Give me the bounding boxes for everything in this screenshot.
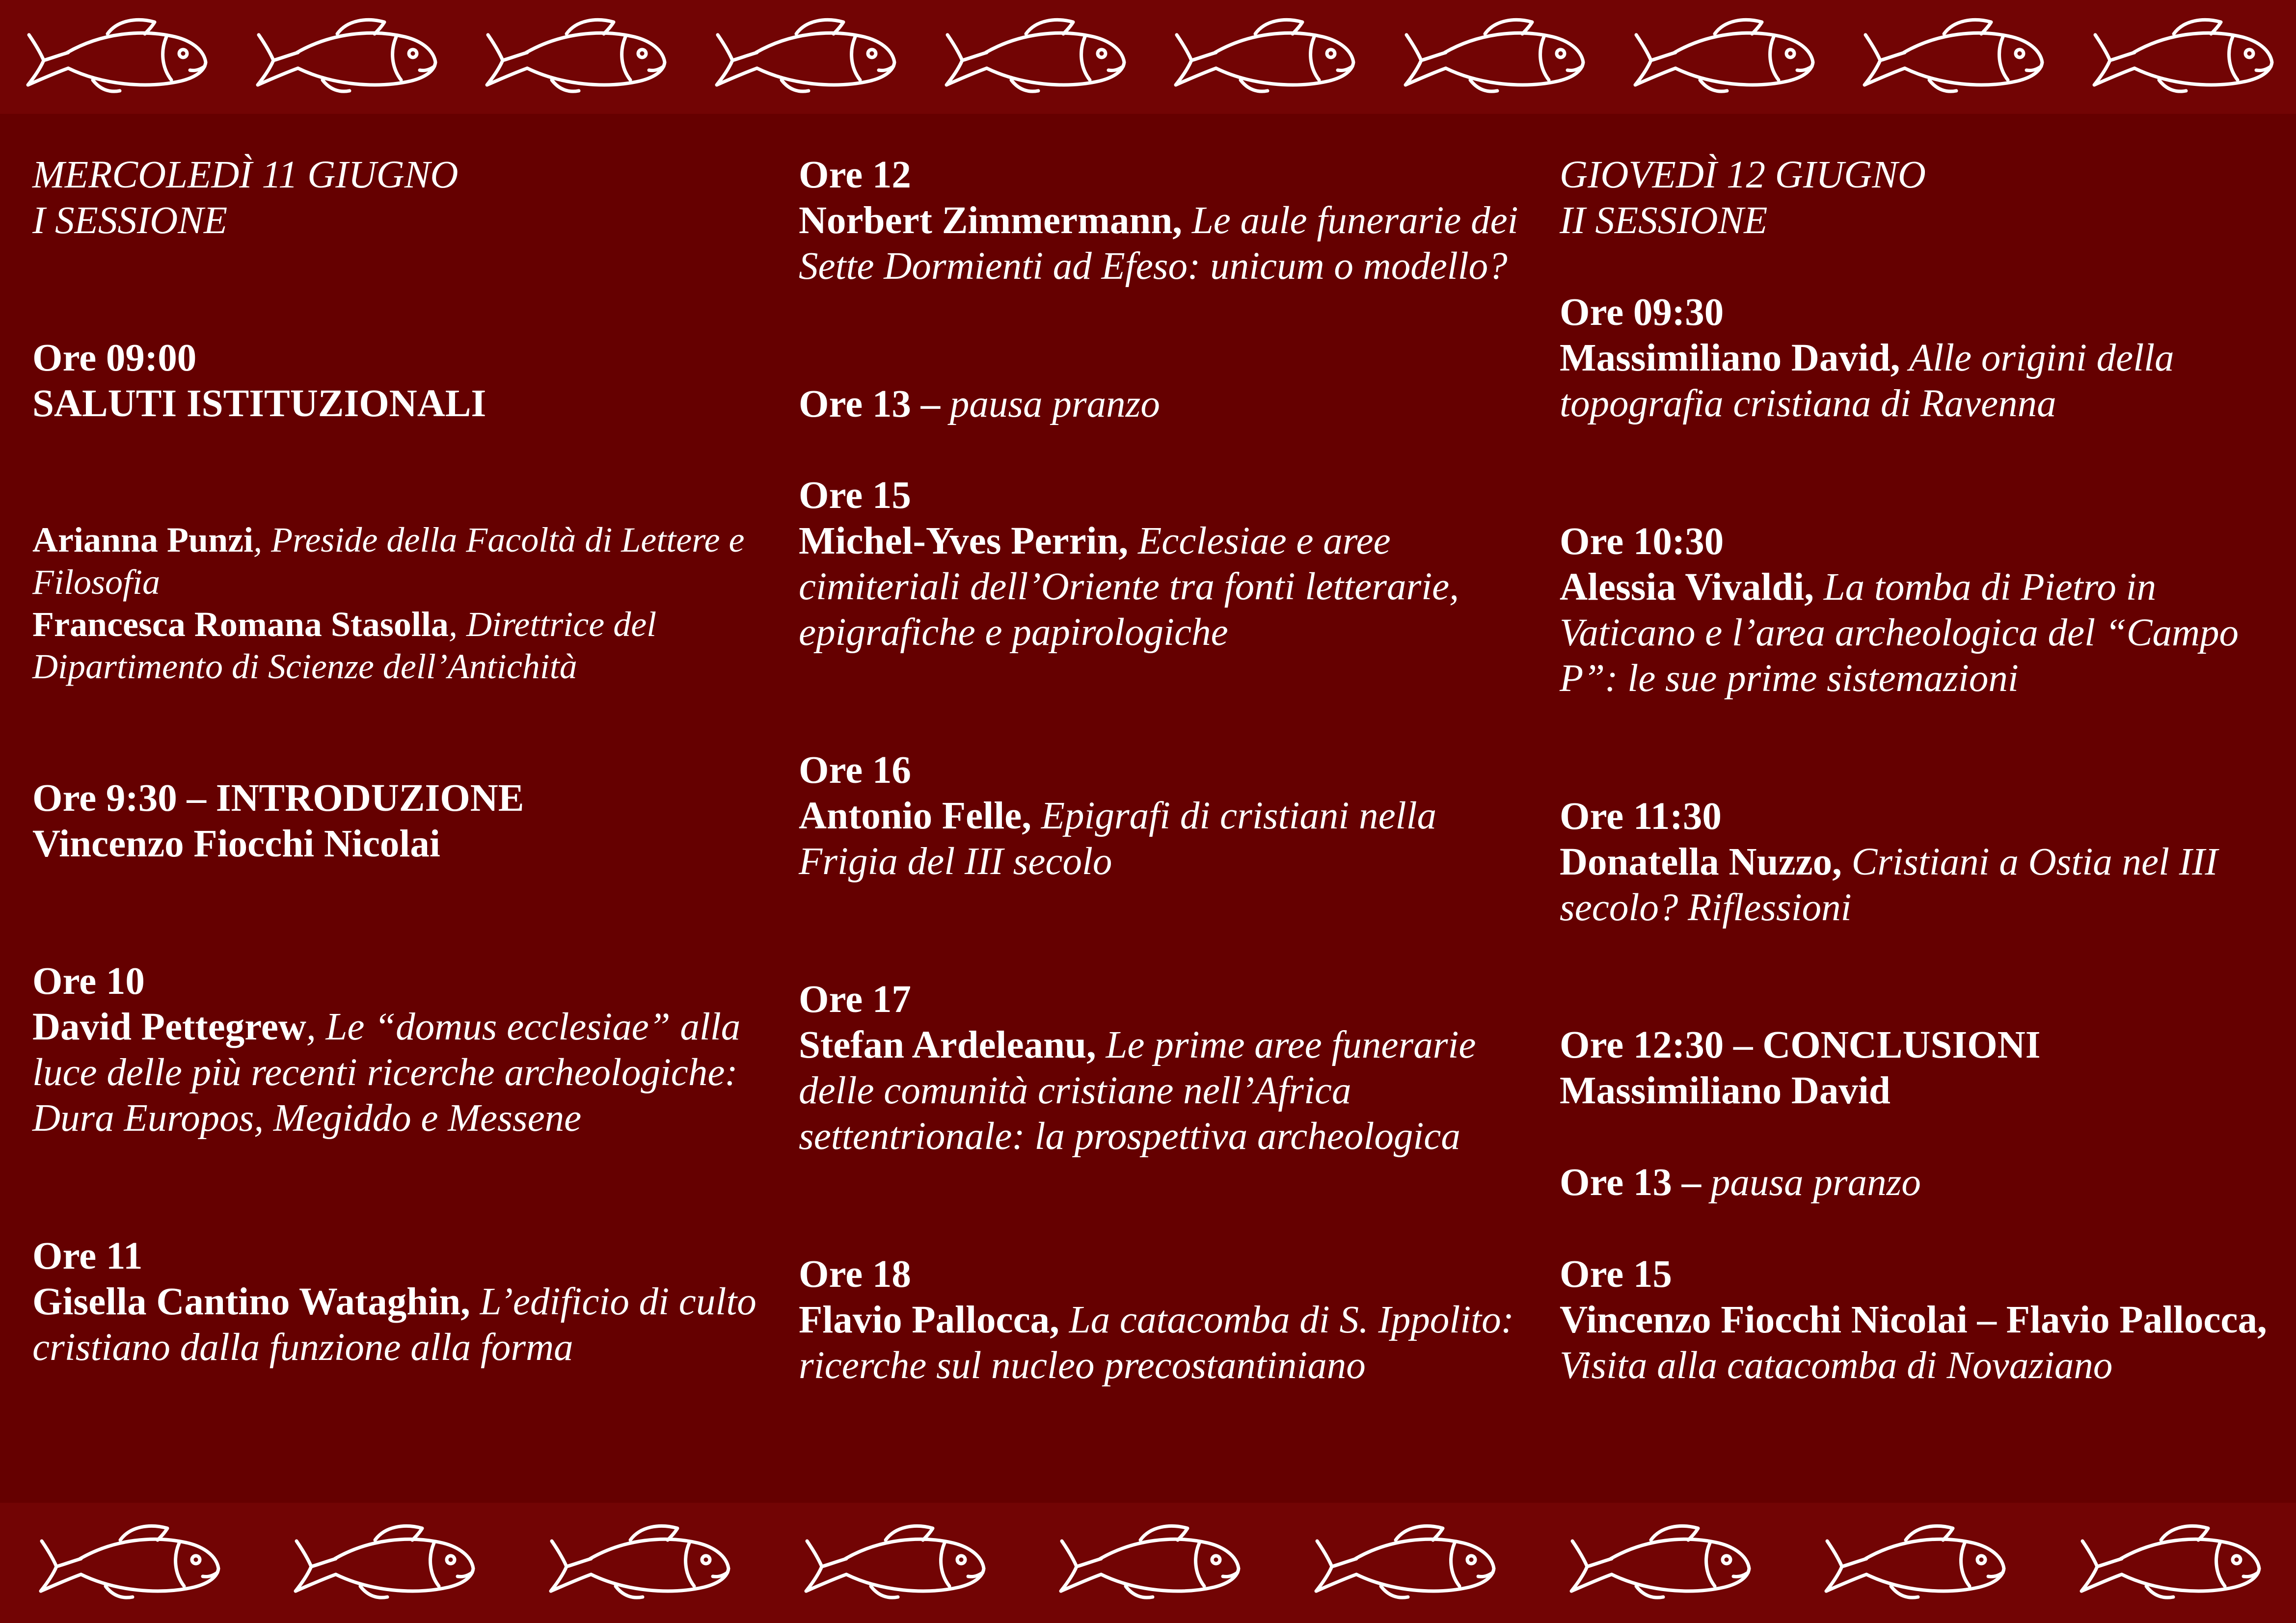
time-label: Ore 09:00 bbox=[32, 337, 197, 379]
fish-icon bbox=[938, 15, 1129, 99]
schedule-item bbox=[799, 1251, 1525, 1388]
fish-icon bbox=[249, 15, 440, 99]
fish-icon bbox=[32, 1521, 223, 1605]
speaker-name: Michel-Yves Perrin, bbox=[799, 520, 1129, 562]
time-label: Ore 9:30 – INTRODUZIONE bbox=[32, 777, 524, 820]
speaker-name: Alessia Vivaldi, bbox=[1560, 566, 1814, 609]
day-heading bbox=[1560, 152, 2286, 243]
time-label: Ore 15 bbox=[799, 474, 911, 517]
fish-icon bbox=[1052, 1521, 1243, 1605]
time-label: Ore 11:30 bbox=[1560, 795, 1722, 838]
bottom-fish-border bbox=[0, 1503, 2296, 1623]
schedule-item: Ore 10 David Pettegrew, Le “domus ecclesiae” alla luce delle più recenti ricerche archeologiche: Dura Europos, Megiddo e Messene bbox=[32, 958, 759, 1141]
time-label: Ore 15 bbox=[1560, 1253, 1672, 1296]
greeting-line: Francesca Romana Stasolla, Direttrice del Dipartimento di Scienze dell’Antichità bbox=[32, 605, 657, 686]
speaker-name: Flavio Pallocca, bbox=[799, 1299, 1059, 1341]
speaker-name: Arianna Punzi bbox=[32, 520, 254, 559]
talk-title: Ecclesiae e aree cimiteriali dell’Oriente tra fonti letterarie, epigrafiche e papirologiche bbox=[799, 520, 1459, 654]
fish-icon bbox=[1307, 1521, 1499, 1605]
talk-title: Alle origini della topografia cristiana di Ravenna bbox=[1560, 337, 2174, 425]
day-date: MERCOLEDÌ 11 GIUGNO bbox=[32, 154, 459, 196]
talk-title: Le “domus ecclesiae” alla luce delle più recenti ricerche archeologiche: Dura Europos, Megiddo e Messene bbox=[32, 1006, 741, 1140]
schedule-item bbox=[32, 1233, 759, 1370]
time-label: Ore 09:30 bbox=[1560, 291, 1724, 334]
speaker-name: Norbert Zimmermann, bbox=[799, 199, 1183, 242]
talk-title: Epigrafi di cristiani nella Frigia del III secolo bbox=[799, 795, 1437, 883]
greeting-line: Arianna Punzi, Preside della Facoltà di Lettere e Filosofia bbox=[32, 520, 745, 602]
speaker-name: David Pettegrew bbox=[32, 1006, 306, 1048]
day-heading bbox=[32, 152, 759, 243]
speaker-name: Antonio Felle, bbox=[799, 795, 1031, 837]
time-label: Ore 13 – bbox=[799, 383, 950, 426]
talk-title: Cristiani a Ostia nel III secolo? Riflessioni bbox=[1560, 841, 2218, 929]
time-label: Ore 16 bbox=[799, 749, 911, 792]
schedule-item bbox=[1560, 1022, 2286, 1114]
fish-icon bbox=[1626, 15, 1818, 99]
talk-title: La tomba di Pietro in Vaticano e l’area archeologica del “Campo P”: le sue prime sistemazioni bbox=[1560, 566, 2239, 700]
fish-icon bbox=[542, 1521, 733, 1605]
time-label: Ore 10 bbox=[32, 960, 145, 1003]
schedule-item bbox=[1560, 519, 2286, 701]
schedule-item bbox=[799, 381, 1525, 427]
time-label: Ore 17 bbox=[799, 978, 911, 1021]
speaker-name: Vincenzo Fiocchi Nicolai bbox=[32, 823, 440, 865]
fish-icon bbox=[1167, 15, 1358, 99]
fish-icon bbox=[1817, 1521, 2009, 1605]
speaker-name: Massimiliano David, bbox=[1560, 337, 1900, 379]
talk-title: Le aule funerarie dei Sette Dormienti ad Efeso: unicum o modello? bbox=[799, 199, 1518, 288]
time-label: Ore 18 bbox=[799, 1253, 911, 1296]
speaker-role: Direttrice del Dipartimento di Scienze dell’Antichità bbox=[32, 605, 657, 686]
fish-icon bbox=[1856, 15, 2047, 99]
schedule-item bbox=[1560, 1160, 2286, 1205]
fish-icon bbox=[478, 15, 670, 99]
talk-title: Le prime aree funerarie delle comunità cristiane nell’Africa settentrionale: la prospettiva archeologica bbox=[799, 1024, 1476, 1158]
fish-icon bbox=[1397, 15, 1588, 99]
fish-icon bbox=[2073, 1521, 2264, 1605]
speaker-name: Francesca Romana Stasolla bbox=[32, 605, 449, 644]
speaker-name: Donatella Nuzzo, bbox=[1560, 841, 1842, 883]
schedule-item bbox=[799, 747, 1525, 884]
break-note: pausa pranzo bbox=[1710, 1161, 1921, 1204]
schedule-item bbox=[1560, 290, 2286, 426]
time-label: Ore 13 – bbox=[1560, 1161, 1711, 1204]
talk-title: La catacomba di S. Ippolito: ricerche sul nucleo precostantiniano bbox=[799, 1299, 1514, 1387]
session-label: I SESSIONE bbox=[32, 199, 228, 242]
day-date: GIOVEDÌ 12 GIUGNO bbox=[1560, 154, 1926, 196]
speaker-name: Vincenzo Fiocchi Nicolai – Flavio Pallocca, bbox=[1560, 1299, 2267, 1341]
time-label: Ore 11 bbox=[32, 1235, 143, 1277]
fish-icon bbox=[2085, 15, 2277, 99]
fish-icon bbox=[797, 1521, 989, 1605]
schedule-item bbox=[1560, 1251, 2286, 1388]
schedule-item bbox=[32, 775, 759, 867]
session-label: II SESSIONE bbox=[1560, 199, 1768, 242]
schedule-item bbox=[799, 977, 1525, 1159]
fish-icon bbox=[708, 15, 899, 99]
speaker-name: Massimiliano David bbox=[1560, 1069, 1891, 1112]
speaker-name: Gisella Cantino Wataghin, bbox=[32, 1280, 470, 1323]
time-label: Ore 10:30 bbox=[1560, 520, 1724, 563]
talk-title: L’edificio di culto cristiano dalla funzione alla forma bbox=[32, 1280, 756, 1369]
speaker-name: Stefan Ardeleanu, bbox=[799, 1024, 1096, 1066]
time-label: Ore 12 bbox=[799, 154, 911, 196]
speaker-role: Preside della Facoltà di Lettere e Filosofia bbox=[32, 520, 745, 602]
time-label: Ore 12:30 – CONCLUSIONI bbox=[1560, 1024, 2041, 1066]
fish-icon bbox=[19, 15, 211, 99]
break-note: pausa pranzo bbox=[949, 383, 1160, 426]
fish-icon bbox=[287, 1521, 478, 1605]
fish-icon bbox=[1563, 1521, 1754, 1605]
talk-title: Visita alla catacomba di Novaziano bbox=[1560, 1344, 2113, 1387]
schedule-item bbox=[799, 473, 1525, 655]
greetings-block bbox=[32, 519, 759, 688]
top-fish-border bbox=[0, 0, 2296, 114]
schedule-item bbox=[32, 335, 759, 426]
schedule-item bbox=[799, 152, 1525, 289]
item-title: SALUTI ISTITUZIONALI bbox=[32, 382, 486, 425]
schedule-item bbox=[1560, 794, 2286, 931]
